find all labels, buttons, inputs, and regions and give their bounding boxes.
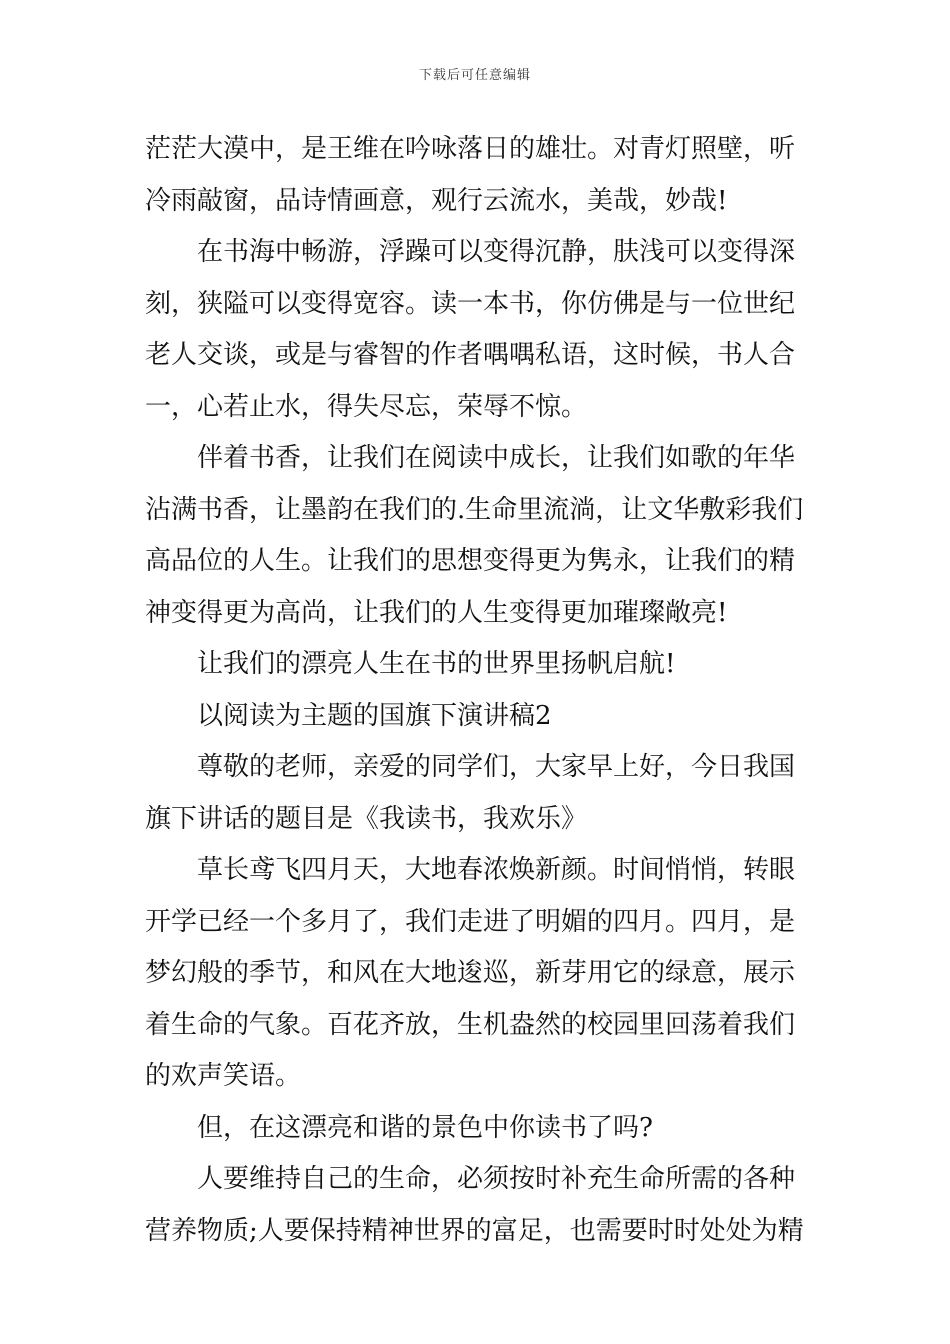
text-line: 的欢声笑语。 — [145, 1061, 302, 1091]
text-line: 老人交谈，或是与睿智的作者喁喁私语，这时候，书人合 — [145, 340, 796, 370]
text-line: 开学已经一个多月了，我们走进了明媚的四月。四月，是 — [145, 906, 796, 937]
text-line: 刻，狭隘可以变得宽容。读一本书，你仿佛是与一位世纪 — [145, 288, 796, 319]
text-line: 营养物质;人要保持精神世界的富足，也需要时时处处为精 — [145, 1215, 804, 1246]
text-line: 高品位的人生。让我们的思想变得更为隽永，让我们的精 — [145, 546, 796, 576]
text-line: 旗下讲话的题目是《我读书，我欢乐》 — [145, 803, 588, 834]
text-line: 着生命的气象。百花齐放，生机盎然的校园里回荡着我们 — [145, 1009, 796, 1040]
text-line: 沾满书香，让墨韵在我们的.生命里流淌，让文华敷彩我们 — [145, 494, 804, 525]
text-line: 神变得更为高尚，让我们的人生变得更加璀璨敞亮! — [145, 597, 728, 628]
text-line: 一，心若止水，得失尽忘，荣辱不惊。 — [145, 391, 588, 422]
text-line: 草长鸢飞四月天，大地春浓焕新颜。时间悄悄，转眼 — [197, 855, 796, 885]
text-line: 冷雨敲窗，品诗情画意，观行云流水，美哉，妙哉! — [145, 185, 728, 216]
text-line: 但，在这漂亮和谐的景色中你读书了吗? — [197, 1112, 653, 1143]
document-body — [145, 124, 810, 1257]
page-header: 下载后可任意编辑 — [418, 68, 531, 83]
text-line: 伴着书香，让我们在阅读中成长，让我们如歌的年华 — [197, 443, 796, 473]
text-line: 梦幻般的季节，和风在大地逡巡，新芽用它的绿意，展示 — [145, 958, 796, 988]
text-line: 尊敬的老师，亲爱的同学们，大家早上好，今日我国 — [197, 752, 796, 782]
text-line: 茫茫大漠中，是王维在吟咏落日的雄壮。对青灯照壁，听 — [145, 134, 796, 164]
text-line: 人要维持自己的生命，必须按时补充生命所需的各种 — [197, 1164, 796, 1194]
text-line: 让我们的漂亮人生在书的世界里扬帆启航! — [197, 649, 676, 679]
section-heading: 以阅读为主题的国旗下演讲稿2 — [197, 700, 552, 731]
text-line: 在书海中畅游，浮躁可以变得沉静，肤浅可以变得深 — [197, 237, 796, 267]
